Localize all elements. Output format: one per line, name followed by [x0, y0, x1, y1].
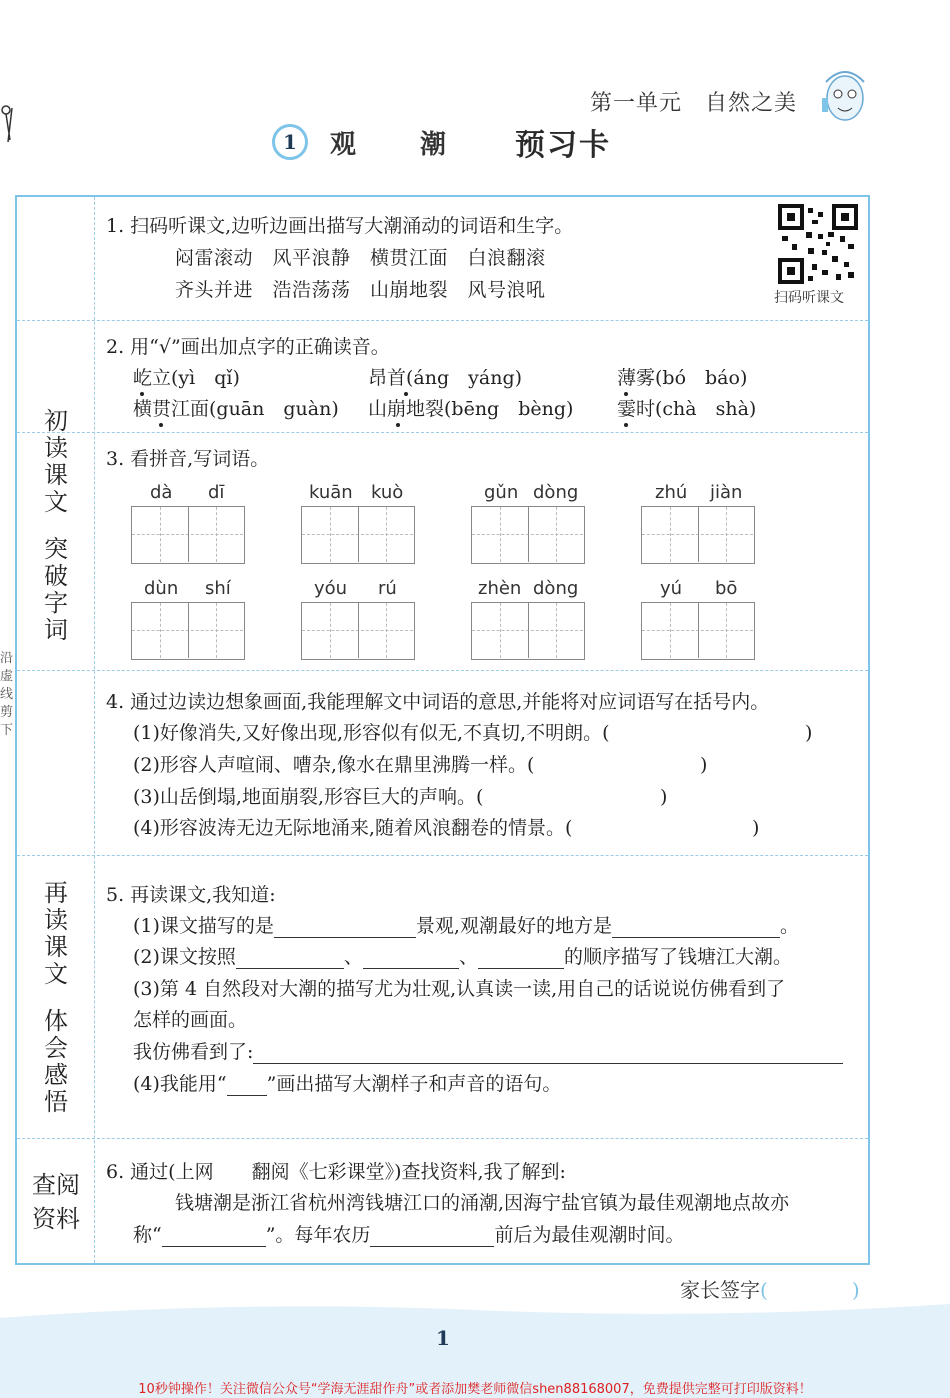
pinyin: yú — [660, 578, 683, 599]
question-5-item-1 — [133, 914, 799, 938]
emphasis-dot — [404, 392, 408, 396]
text: (1)课文描写的是 — [133, 915, 274, 937]
pinyin: dà — [150, 482, 173, 503]
section-label-rereading — [36, 880, 76, 1116]
definition-item: (3)山岳倒塌,地面崩裂,形容巨大的声响。( — [133, 786, 484, 808]
divider — [17, 855, 868, 856]
fill-blank[interactable] — [227, 1076, 267, 1096]
lesson-number-badge: 1 — [272, 124, 308, 160]
question-5-prompt: 5. 再读课文,我知道: — [106, 884, 276, 906]
question-2-prompt: 2. 用“√”画出加点字的正确读音。 — [106, 336, 390, 358]
text: ”。每年农历 — [265, 1224, 371, 1246]
qr-code-label: 扫码听课文 — [774, 290, 844, 306]
label-char: 查 — [32, 1171, 56, 1199]
label-char: 文 — [44, 488, 68, 516]
answer-bracket-close: ) — [660, 786, 668, 808]
divider — [17, 320, 868, 321]
qr-code-icon[interactable] — [778, 204, 858, 284]
label-char: 破 — [44, 562, 68, 590]
question-1-words-row-2: 齐头并进 浩浩荡荡 山崩地裂 风号浪吼 — [175, 279, 546, 301]
label-char: 资 — [32, 1205, 56, 1233]
label-char: 再 — [44, 879, 68, 907]
question-5-item-3: (3)第 4 自然段对大潮的描写尤为壮观,认真读一读,用自己的话说说仿佛看到了 — [133, 978, 786, 1000]
pinyin: bō — [715, 578, 738, 599]
emphasis-dot — [140, 392, 144, 396]
label-char: 词 — [44, 616, 68, 644]
text: 景观,观潮最好的地方是 — [415, 915, 612, 937]
label-char: 读 — [44, 906, 68, 934]
text: 的顺序描写了钱塘江大潮。 — [563, 946, 792, 968]
fill-blank[interactable] — [253, 1044, 843, 1064]
fill-blank[interactable] — [478, 949, 564, 969]
pinyin: dī — [208, 482, 225, 503]
lesson-title-char-1: 观 — [330, 130, 357, 160]
label-char: 阅 — [56, 1171, 80, 1199]
emphasis-dot — [624, 392, 628, 396]
label-char: 课 — [44, 461, 68, 489]
bracket: ( — [760, 1278, 768, 1302]
label-char: 课 — [44, 933, 68, 961]
unit-title: 第一单元 自然之美 — [590, 91, 798, 116]
question-6-prompt: 6. 通过(上网 翻阅《七彩课堂》)查找资料,我了解到: — [106, 1161, 566, 1183]
answer-bracket-close: ) — [752, 817, 760, 839]
pinyin: kuān — [309, 482, 353, 503]
label-char: 感 — [44, 1061, 68, 1089]
divider — [17, 432, 868, 433]
text: 前后为最佳观潮时间。 — [494, 1224, 685, 1246]
question-5-item-3-cont: 怎样的画面。 — [133, 1009, 248, 1031]
text: 我仿佛看到了: — [133, 1041, 254, 1063]
scissors-icon — [0, 100, 18, 146]
definition-item: (2)形容人声喧闹、嘈杂,像水在鼎里沸腾一样。( — [133, 754, 535, 776]
card-title: 预习卡 — [515, 128, 611, 163]
fill-blank[interactable] — [612, 918, 780, 938]
text: (2)课文按照 — [133, 946, 236, 968]
page-number: 1 — [436, 1326, 450, 1350]
label-char: 悟 — [44, 1088, 68, 1116]
fill-blank[interactable] — [162, 1227, 266, 1247]
pinyin: gǔn — [484, 482, 519, 503]
lesson-title-char-2: 潮 — [420, 130, 447, 160]
pinyin: dòng — [533, 482, 579, 503]
divider — [17, 1138, 868, 1139]
fill-blank[interactable] — [370, 1227, 494, 1247]
pinyin: yóu — [314, 578, 348, 599]
text: 。 — [779, 915, 799, 937]
question-5-item-2 — [133, 945, 792, 969]
pronunciation-item[interactable]: 薄雾(bó báo) — [617, 367, 748, 389]
definition-item: (1)好像消失,又好像出现,形容似有似无,不真切,不明朗。( — [133, 722, 610, 744]
character-writing-box[interactable] — [471, 602, 585, 660]
character-writing-box[interactable] — [301, 506, 415, 564]
pinyin: shí — [205, 578, 231, 599]
emphasis-dot — [159, 423, 163, 427]
text: 、 — [343, 946, 363, 968]
pronunciation-item[interactable]: 昂首(áng yáng) — [368, 367, 523, 389]
pronunciation-item[interactable]: 横贯江面(guān guàn) — [133, 398, 339, 420]
text: 、 — [458, 946, 478, 968]
emphasis-dot — [624, 423, 628, 427]
spacer — [36, 988, 76, 1008]
cut-line-note: 沿虚线剪下 — [0, 651, 14, 738]
character-writing-box[interactable] — [301, 602, 415, 660]
text: ”画出描写大潮样子和声音的语句。 — [266, 1073, 562, 1095]
question-3-prompt: 3. 看拼音,写词语。 — [106, 448, 270, 470]
question-5-item-3-answer — [133, 1040, 843, 1064]
answer-bracket-close: ) — [805, 722, 813, 744]
pinyin: rú — [378, 578, 397, 599]
question-1-prompt: 1. 扫码听课文,边听边画出描写大潮涌动的词语和生字。 — [106, 215, 574, 237]
character-writing-box[interactable] — [641, 506, 755, 564]
fill-blank[interactable] — [274, 918, 416, 938]
divider — [17, 670, 868, 671]
definition-item: (4)形容波涛无边无际地涌来,随着风浪翻卷的情景。( — [133, 817, 573, 839]
fill-blank[interactable] — [236, 949, 344, 969]
answer-bracket-close: ) — [700, 754, 708, 776]
pronunciation-item[interactable]: 屹立(yì qǐ) — [133, 367, 240, 389]
label-char: 初 — [44, 407, 68, 435]
text: 称“ — [133, 1224, 162, 1246]
label-char: 突 — [44, 535, 68, 563]
character-writing-box[interactable] — [131, 506, 245, 564]
emphasis-dot — [396, 423, 400, 427]
question-1-words-row-1: 闷雷滚动 风平浪静 横贯江面 白浪翻滚 — [175, 247, 546, 269]
pronunciation-item[interactable]: 山崩地裂(bēng bèng) — [368, 398, 574, 420]
pinyin: dòng — [533, 578, 579, 599]
question-4-prompt: 4. 通过边读边想象画面,我能理解文中词语的意思,并能将对应词语写在括号内。 — [106, 691, 770, 713]
label-row — [24, 1202, 88, 1236]
bracket: ) — [851, 1278, 860, 1302]
pronunciation-item[interactable]: 霎时(chà shà) — [617, 398, 757, 420]
section-label-initial-reading — [36, 408, 76, 644]
footer-promo-note: 10秒钟操作！关注微信公众号“学海无涯甜作舟”或者添加樊老师微信shen88168007，免费提供完整可打印版资料！ — [138, 1382, 812, 1397]
pinyin: zhèn — [478, 578, 522, 599]
label-char: 会 — [44, 1034, 68, 1062]
text: (4)我能用“ — [133, 1073, 227, 1095]
pinyin: dùn — [144, 578, 179, 599]
character-writing-box[interactable] — [131, 602, 245, 660]
parent-signature[interactable] — [680, 1274, 860, 1303]
label-char: 读 — [44, 434, 68, 462]
character-writing-box[interactable] — [641, 602, 755, 660]
fill-blank[interactable] — [363, 949, 459, 969]
mascot-icon — [818, 62, 872, 124]
pinyin: zhú — [655, 482, 688, 503]
question-5-item-4 — [133, 1072, 561, 1096]
spacer — [36, 516, 76, 536]
pinyin: jiàn — [710, 482, 743, 503]
label-row — [24, 1168, 88, 1202]
label-char: 字 — [44, 589, 68, 617]
label-char: 文 — [44, 960, 68, 988]
parent-signature-label: 家长签字 — [680, 1278, 760, 1302]
character-writing-box[interactable] — [471, 506, 585, 564]
label-char: 料 — [56, 1205, 80, 1233]
question-6-line-2 — [133, 1223, 684, 1247]
label-char: 体 — [44, 1007, 68, 1035]
question-6-line-1: 钱塘潮是浙江省杭州湾钱塘江口的涌潮,因海宁盐官镇为最佳观潮地点故亦 — [175, 1192, 790, 1214]
section-label-research — [24, 1168, 88, 1236]
pinyin: kuò — [371, 482, 404, 503]
